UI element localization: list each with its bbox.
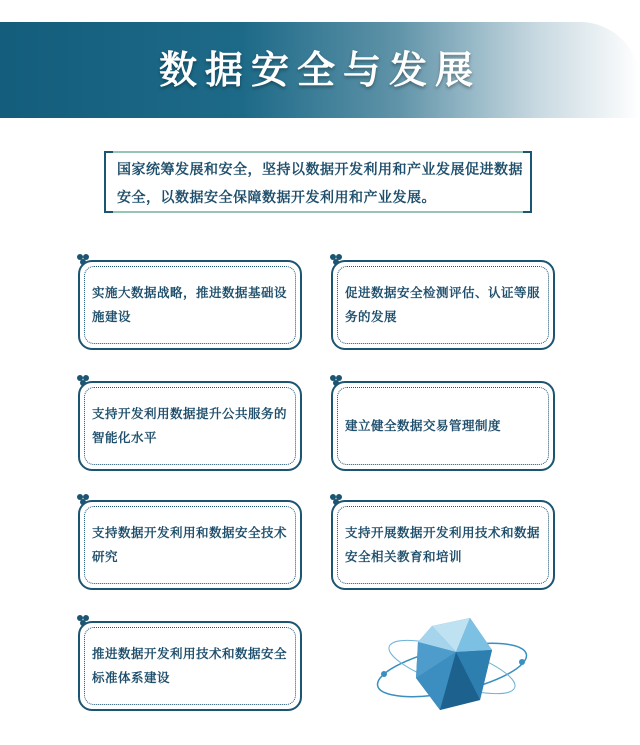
card-text: 支持开展数据开发利用技术和数据安全相关教育和培训 bbox=[345, 525, 541, 564]
card-standards-system bbox=[78, 621, 302, 711]
polyhedron-icon bbox=[372, 612, 532, 722]
card-text: 支持数据开发利用和数据安全技术研究 bbox=[92, 525, 288, 564]
card-text: 建立健全数据交易管理制度 bbox=[345, 418, 502, 433]
card-text: 促进数据安全检测评估、认证等服务的发展 bbox=[345, 285, 541, 324]
card-tech-research bbox=[78, 500, 302, 590]
card-big-data-strategy bbox=[78, 260, 302, 350]
card-data-trading bbox=[331, 381, 555, 471]
card-text: 支持开发利用数据提升公共服务的智能化水平 bbox=[92, 406, 288, 445]
card-education-training bbox=[331, 500, 555, 590]
intro-text: 国家统筹发展和安全，坚持以数据开发利用和产业发展促进数据安全，以数据安全保障数据开发利用和产业发展。 bbox=[117, 162, 523, 206]
card-text: 实施大数据战略，推进数据基础设施建设 bbox=[92, 285, 288, 324]
card-security-assessment bbox=[331, 260, 555, 350]
card-text: 推进数据开发利用技术和数据安全标准体系建设 bbox=[92, 646, 288, 685]
page-title: 数据安全与发展 bbox=[158, 47, 481, 92]
card-public-services bbox=[78, 381, 302, 471]
intro-box bbox=[103, 148, 533, 216]
